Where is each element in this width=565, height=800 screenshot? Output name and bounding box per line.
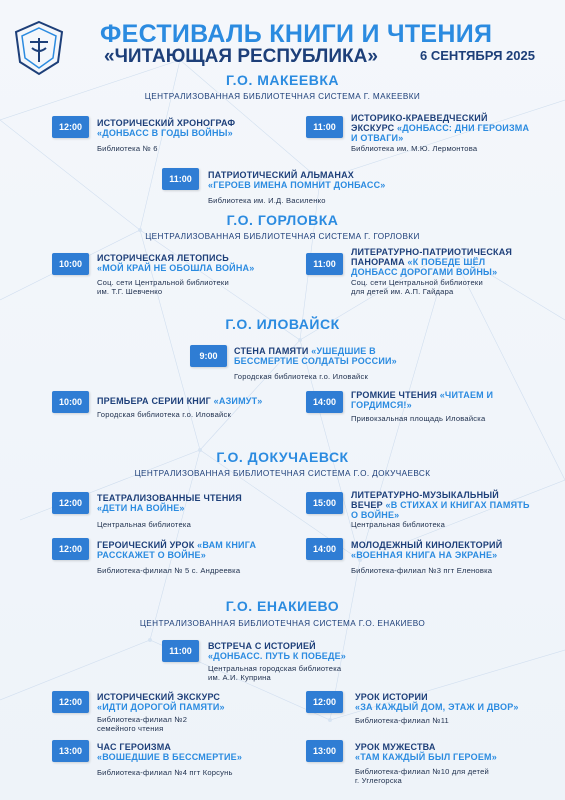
event-title: ГРОМКИЕ ЧТЕНИЯ «ЧИТАЕМ И ГОРДИМСЯ!» bbox=[351, 390, 494, 410]
event-venue: Библиотека им. М.Ю. Лермонтова bbox=[351, 144, 478, 153]
event-venue: Библиотека-филиал №2 семейного чтения bbox=[97, 715, 188, 733]
event-venue: Соц. сети Центральной библиотеки для детей им. А.П. Гайдара bbox=[351, 278, 483, 296]
event-title: ВСТРЕЧА С ИСТОРИЕЙ «ДОНБАСС. ПУТЬ К ПОБЕДЕ» bbox=[208, 641, 347, 661]
event-venue: Соц. сети Центральной библиотеки им. Т.Г. Шевченко bbox=[97, 278, 229, 296]
event-title: ИСТОРИЧЕСКИЙ ЭКСКУРС «ИДТИ ДОРОГОЙ ПАМЯТИ» bbox=[97, 692, 225, 712]
time-badge: 12:00 bbox=[306, 691, 343, 713]
time-badge: 9:00 bbox=[190, 345, 227, 367]
time-badge: 14:00 bbox=[306, 391, 343, 413]
emblem-icon bbox=[10, 18, 68, 78]
time-badge: 12:00 bbox=[52, 492, 89, 514]
event-venue: Библиотека № 6 bbox=[97, 144, 158, 153]
time-badge: 12:00 bbox=[52, 538, 89, 560]
event-title: ПРЕМЬЕРА СЕРИИ КНИГ «АЗИМУТ» bbox=[97, 396, 263, 406]
event-venue: Центральная городская библиотека им. А.И. Куприна bbox=[208, 664, 342, 682]
event-title: МОЛОДЕЖНЫЙ КИНОЛЕКТОРИЙ «ВОЕННАЯ КНИГА НА ЭКРАНЕ» bbox=[351, 540, 503, 560]
time-badge: 12:00 bbox=[52, 691, 89, 713]
section-system-dokuchaevsk: ЦЕНТРАЛИЗОВАННАЯ БИБЛИОТЕЧНАЯ СИСТЕМА Г.О. ДОКУЧАЕВСК bbox=[134, 469, 431, 478]
event-title: СТЕНА ПАМЯТИ «УШЕДШИЕ В БЕССМЕРТИЕ СОЛДАТЫ РОССИИ» bbox=[234, 346, 397, 366]
event-venue: Городская библиотека г.о. Иловайск bbox=[97, 410, 231, 419]
event-title: ЛИТЕРАТУРНО-МУЗЫКАЛЬНЫЙ ВЕЧЕР «В СТИХАХ И КНИГАХ ПАМЯТЬ О ВОЙНЕ» bbox=[351, 490, 530, 520]
section-title-enakievo: Г.О. ЕНАКИЕВО bbox=[225, 598, 340, 614]
event-venue: Библиотека-филиал №10 для детей г. Углегорска bbox=[355, 767, 489, 785]
section-title-dokuchaevsk: Г.О. ДОКУЧАЕВСК bbox=[216, 449, 349, 465]
time-badge: 14:00 bbox=[306, 538, 343, 560]
time-badge: 13:00 bbox=[52, 740, 89, 762]
section-system-enakievo: ЦЕНТРАЛИЗОВАННАЯ БИБЛИОТЕЧНАЯ СИСТЕМА Г.О. ЕНАКИЕВО bbox=[139, 619, 426, 628]
time-badge: 12:00 bbox=[52, 116, 89, 138]
section-title-makeevka: Г.О. МАКЕЕВКА bbox=[225, 72, 339, 88]
event-venue: Библиотека-филиал № 5 с. Андреевка bbox=[97, 566, 241, 575]
event-title: ИСТОРИЧЕСКАЯ ЛЕТОПИСЬ «МОЙ КРАЙ НЕ ОБОШЛА ВОЙНА» bbox=[97, 253, 255, 273]
time-badge: 15:00 bbox=[306, 492, 343, 514]
event-venue: Городская библиотека г.о. Иловайск bbox=[234, 372, 368, 381]
time-badge: 10:00 bbox=[52, 391, 89, 413]
festival-subtitle: «ЧИТАЮЩАЯ РЕСПУБЛИКА» bbox=[104, 46, 378, 67]
event-venue: Библиотека-филиал №4 пгт Корсунь bbox=[97, 768, 233, 777]
festival-date: 6 СЕНТЯБРЯ 2025 bbox=[420, 48, 535, 63]
event-title: ИСТОРИЧЕСКИЙ ХРОНОГРАФ «ДОНБАСС В ГОДЫ ВОЙНЫ» bbox=[97, 118, 236, 138]
section-title-ilovaysk: Г.О. ИЛОВАЙСК bbox=[225, 316, 340, 332]
event-title: ЛИТЕРАТУРНО-ПАТРИОТИЧЕСКАЯ ПАНОРАМА «К ПОБЕДЕ ШЁЛ ДОНБАСС ДОРОГАМИ ВОЙНЫ» bbox=[351, 247, 513, 277]
event-title: УРОК ИСТОРИИ «ЗА КАЖДЫЙ ДОМ, ЭТАЖ И ДВОР» bbox=[355, 692, 519, 712]
time-badge: 10:00 bbox=[52, 253, 89, 275]
time-badge: 11:00 bbox=[162, 640, 199, 662]
section-title-gorlovka: Г.О. ГОРЛОВКА bbox=[226, 212, 339, 228]
event-venue: Центральная библиотека bbox=[97, 520, 192, 529]
festival-title: ФЕСТИВАЛЬ КНИГИ И ЧТЕНИЯ bbox=[100, 20, 493, 48]
event-title: ИСТОРИКО-КРАЕВЕДЧЕСКИЙ ЭКСКУРС «ДОНБАСС: ДНИ ГЕРОИЗМА И ОТВАГИ» bbox=[351, 113, 530, 143]
time-badge: 11:00 bbox=[162, 168, 199, 190]
time-badge: 11:00 bbox=[306, 116, 343, 138]
event-title: ГЕРОИЧЕСКИЙ УРОК «ВАМ КНИГА РАССКАЖЕТ О ВОЙНЕ» bbox=[97, 540, 257, 560]
event-title: УРОК МУЖЕСТВА «ТАМ КАЖДЫЙ БЫЛ ГЕРОЕМ» bbox=[355, 742, 497, 762]
event-venue: Привокзальная площадь Иловайска bbox=[351, 414, 486, 423]
section-system-makeevka: ЦЕНТРАЛИЗОВАННАЯ БИБЛИОТЕЧНАЯ СИСТЕМА Г. МАКЕЕВКИ bbox=[144, 92, 421, 101]
time-badge: 13:00 bbox=[306, 740, 343, 762]
section-system-gorlovka: ЦЕНТРАЛИЗОВАННАЯ БИБЛИОТЕЧНАЯ СИСТЕМА Г. ГОРЛОВКИ bbox=[145, 232, 420, 241]
event-title: ТЕАТРАЛИЗОВАННЫЕ ЧТЕНИЯ «ДЕТИ НА ВОЙНЕ» bbox=[97, 493, 242, 513]
event-title: ПАТРИОТИЧЕСКИЙ АЛЬМАНАХ «ГЕРОЕВ ИМЕНА ПОМНИТ ДОНБАСС» bbox=[208, 170, 386, 190]
event-venue: Библиотека-филиал №3 пгт Еленовка bbox=[351, 566, 493, 575]
time-badge: 11:00 bbox=[306, 253, 343, 275]
event-venue: Центральная библиотека bbox=[351, 520, 446, 529]
event-venue: Библиотека им. И.Д. Василенко bbox=[208, 196, 326, 205]
event-title: ЧАС ГЕРОИЗМА «ВОШЕДШИЕ В БЕССМЕРТИЕ» bbox=[97, 742, 243, 762]
event-venue: Библиотека-филиал №11 bbox=[355, 716, 449, 725]
